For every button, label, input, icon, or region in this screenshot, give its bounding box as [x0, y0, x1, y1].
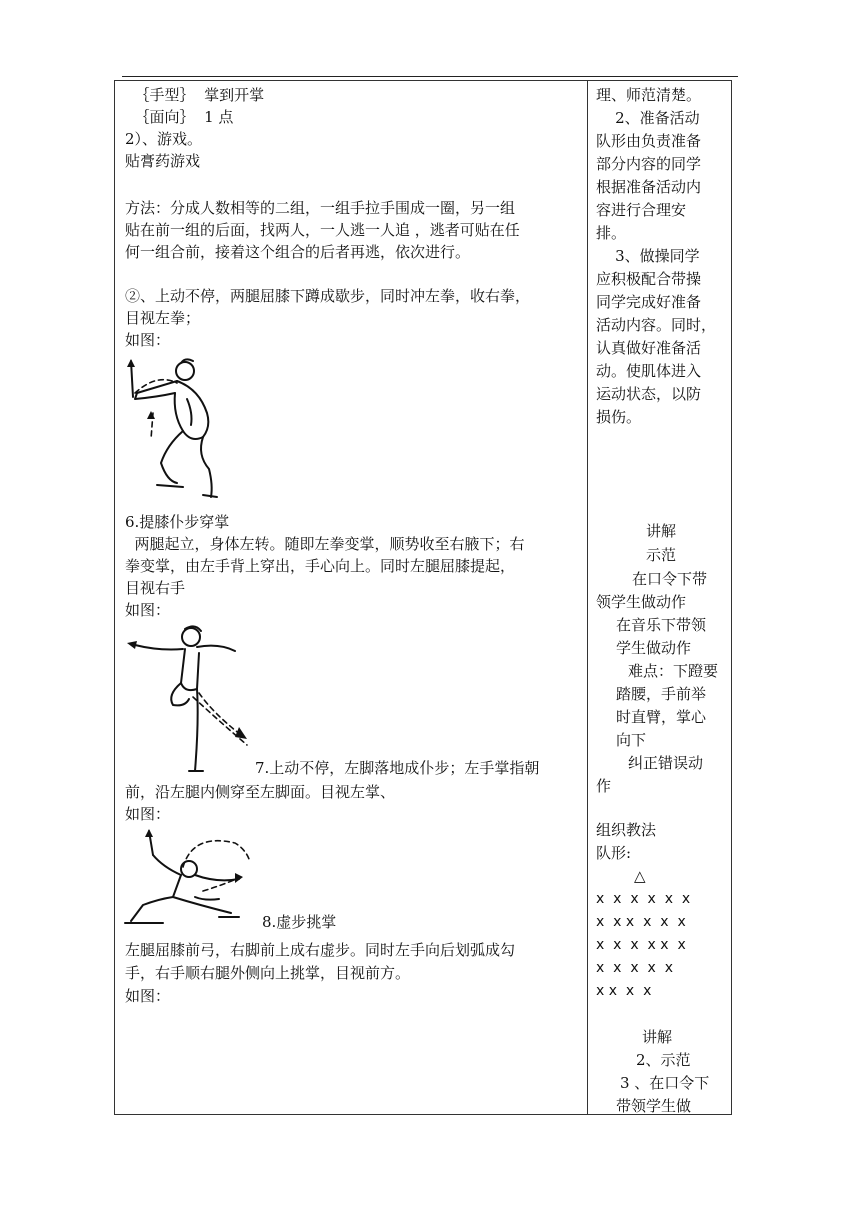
teacher-marker: △ [634, 867, 646, 885]
method-line-3: 何一组合前，接着这个组合的后者再逃，依次进行。 [125, 243, 471, 261]
note-line: 活动内容。同时， [596, 316, 717, 334]
figure-caption-3: 如图： [125, 805, 171, 823]
note-line: 同学完成好准备 [596, 293, 702, 311]
formation-row: x x x x x [596, 960, 674, 976]
note-line: 根据准备活动内 [596, 178, 702, 196]
figure-caption-1: 如图： [125, 331, 171, 349]
note-line: 动。使肌体进入 [596, 362, 702, 380]
figure-caption-2: 如图： [125, 601, 171, 619]
game-heading: 2）、游戏。 [125, 130, 203, 148]
figure-caption-4: 如图： [125, 987, 171, 1005]
content-column [115, 81, 587, 1114]
note-line: 队形由负责准备 [596, 132, 702, 150]
formation-label: 队形: [596, 844, 632, 862]
stance-figure-1 [127, 353, 227, 503]
formation-row: x x x x x x [596, 937, 686, 953]
formation-row: x x x x [596, 983, 652, 999]
section-7-line-1: 7.上动不停，左脚落地成仆步；左手掌指朝 [255, 759, 540, 777]
note-line: 学生做动作 [616, 639, 692, 657]
note-line: 2、准备活动 [596, 109, 700, 127]
note-line: 认真做好准备活 [596, 339, 702, 357]
note-line: 部分内容的同学 [596, 155, 702, 173]
note-line: 容进行合理安 [596, 201, 687, 219]
note-line: 应积极配合带操 [596, 270, 702, 288]
step2-line-1: ②、上动不停，两腿屈膝下蹲成歇步，同时冲左拳，收右拳， [125, 287, 531, 305]
note-line: 在音乐下带领 [616, 616, 707, 634]
method-line-2: 贴在前一组的后面，找两人，一人逃一人追 ，逃者可贴在任 [125, 221, 520, 239]
note-line: 在口令下带 [632, 570, 708, 588]
game-name: 贴膏药游戏 [125, 152, 201, 170]
method-demo-2: 2、示范 [636, 1051, 691, 1069]
difficulty-line: 难点：下蹬要 [628, 662, 719, 680]
note-line: 理、师范清楚。 [596, 86, 702, 104]
note-line: 运动状态，以防 [596, 385, 702, 403]
note-line: 时直臂，掌心 [616, 708, 707, 726]
note-line: 带领学生做 [616, 1097, 692, 1115]
section-6-title: 6.提膝仆步穿掌 [125, 513, 230, 531]
notes-column [588, 81, 733, 1114]
note-line: 领学生做动作 [596, 593, 687, 611]
organization-heading: 组织教法 [596, 821, 657, 839]
note-line: 纠正错误动 [628, 754, 704, 772]
hand-shape-line: ｛手型｝ 掌到开掌 [125, 86, 265, 104]
step2-line-2: 目视左拳； [125, 309, 201, 327]
lesson-plan-table [114, 80, 732, 1115]
method-demo: 示范 [646, 546, 677, 564]
section-8-line-1: 左腿屈膝前弓，右脚前上成右虚步。同时左手向后划弧成勾 [125, 941, 516, 959]
method-explain-2: 讲解 [642, 1028, 673, 1046]
note-line: 踏腰，手前举 [616, 685, 707, 703]
section-6-line-3: 目视右手 [125, 579, 186, 597]
formation-row: x x x x x x [596, 914, 686, 930]
method-explain: 讲解 [646, 522, 677, 540]
header-rule [122, 76, 738, 77]
section-8-title: 8.虚步挑掌 [262, 913, 337, 931]
note-line: 3、做操同学 [596, 247, 700, 265]
section-7-line-2: 前，沿左腿内侧穿至左脚面。目视左掌、 [125, 783, 396, 801]
facing-line: ｛面向｝ 1 点 [125, 108, 234, 126]
section-6-line-1: 两腿起立，身体左转。随即左拳变掌，顺势收至右腋下；右 [125, 535, 525, 553]
note-line: 3 、在口令下 [620, 1074, 710, 1092]
section-8-line-2: 手，右手顺右腿外侧向上挑掌，目视前方。 [125, 964, 411, 982]
note-line: 向下 [616, 731, 647, 749]
stance-figure-2 [123, 623, 263, 773]
note-line: 损伤。 [596, 408, 642, 426]
section-6-line-2: 拳变掌，由左手背上穿出，手心向上。同时左腿屈膝提起， [125, 557, 516, 575]
note-line: 作 [596, 777, 612, 795]
stance-figure-3 [123, 827, 263, 927]
method-line-1: 方法：分成人数相等的二组，一组手拉手围成一圈，另一组 [125, 199, 516, 217]
formation-row: x x x x x x [596, 891, 691, 907]
note-line: 排。 [596, 224, 627, 242]
